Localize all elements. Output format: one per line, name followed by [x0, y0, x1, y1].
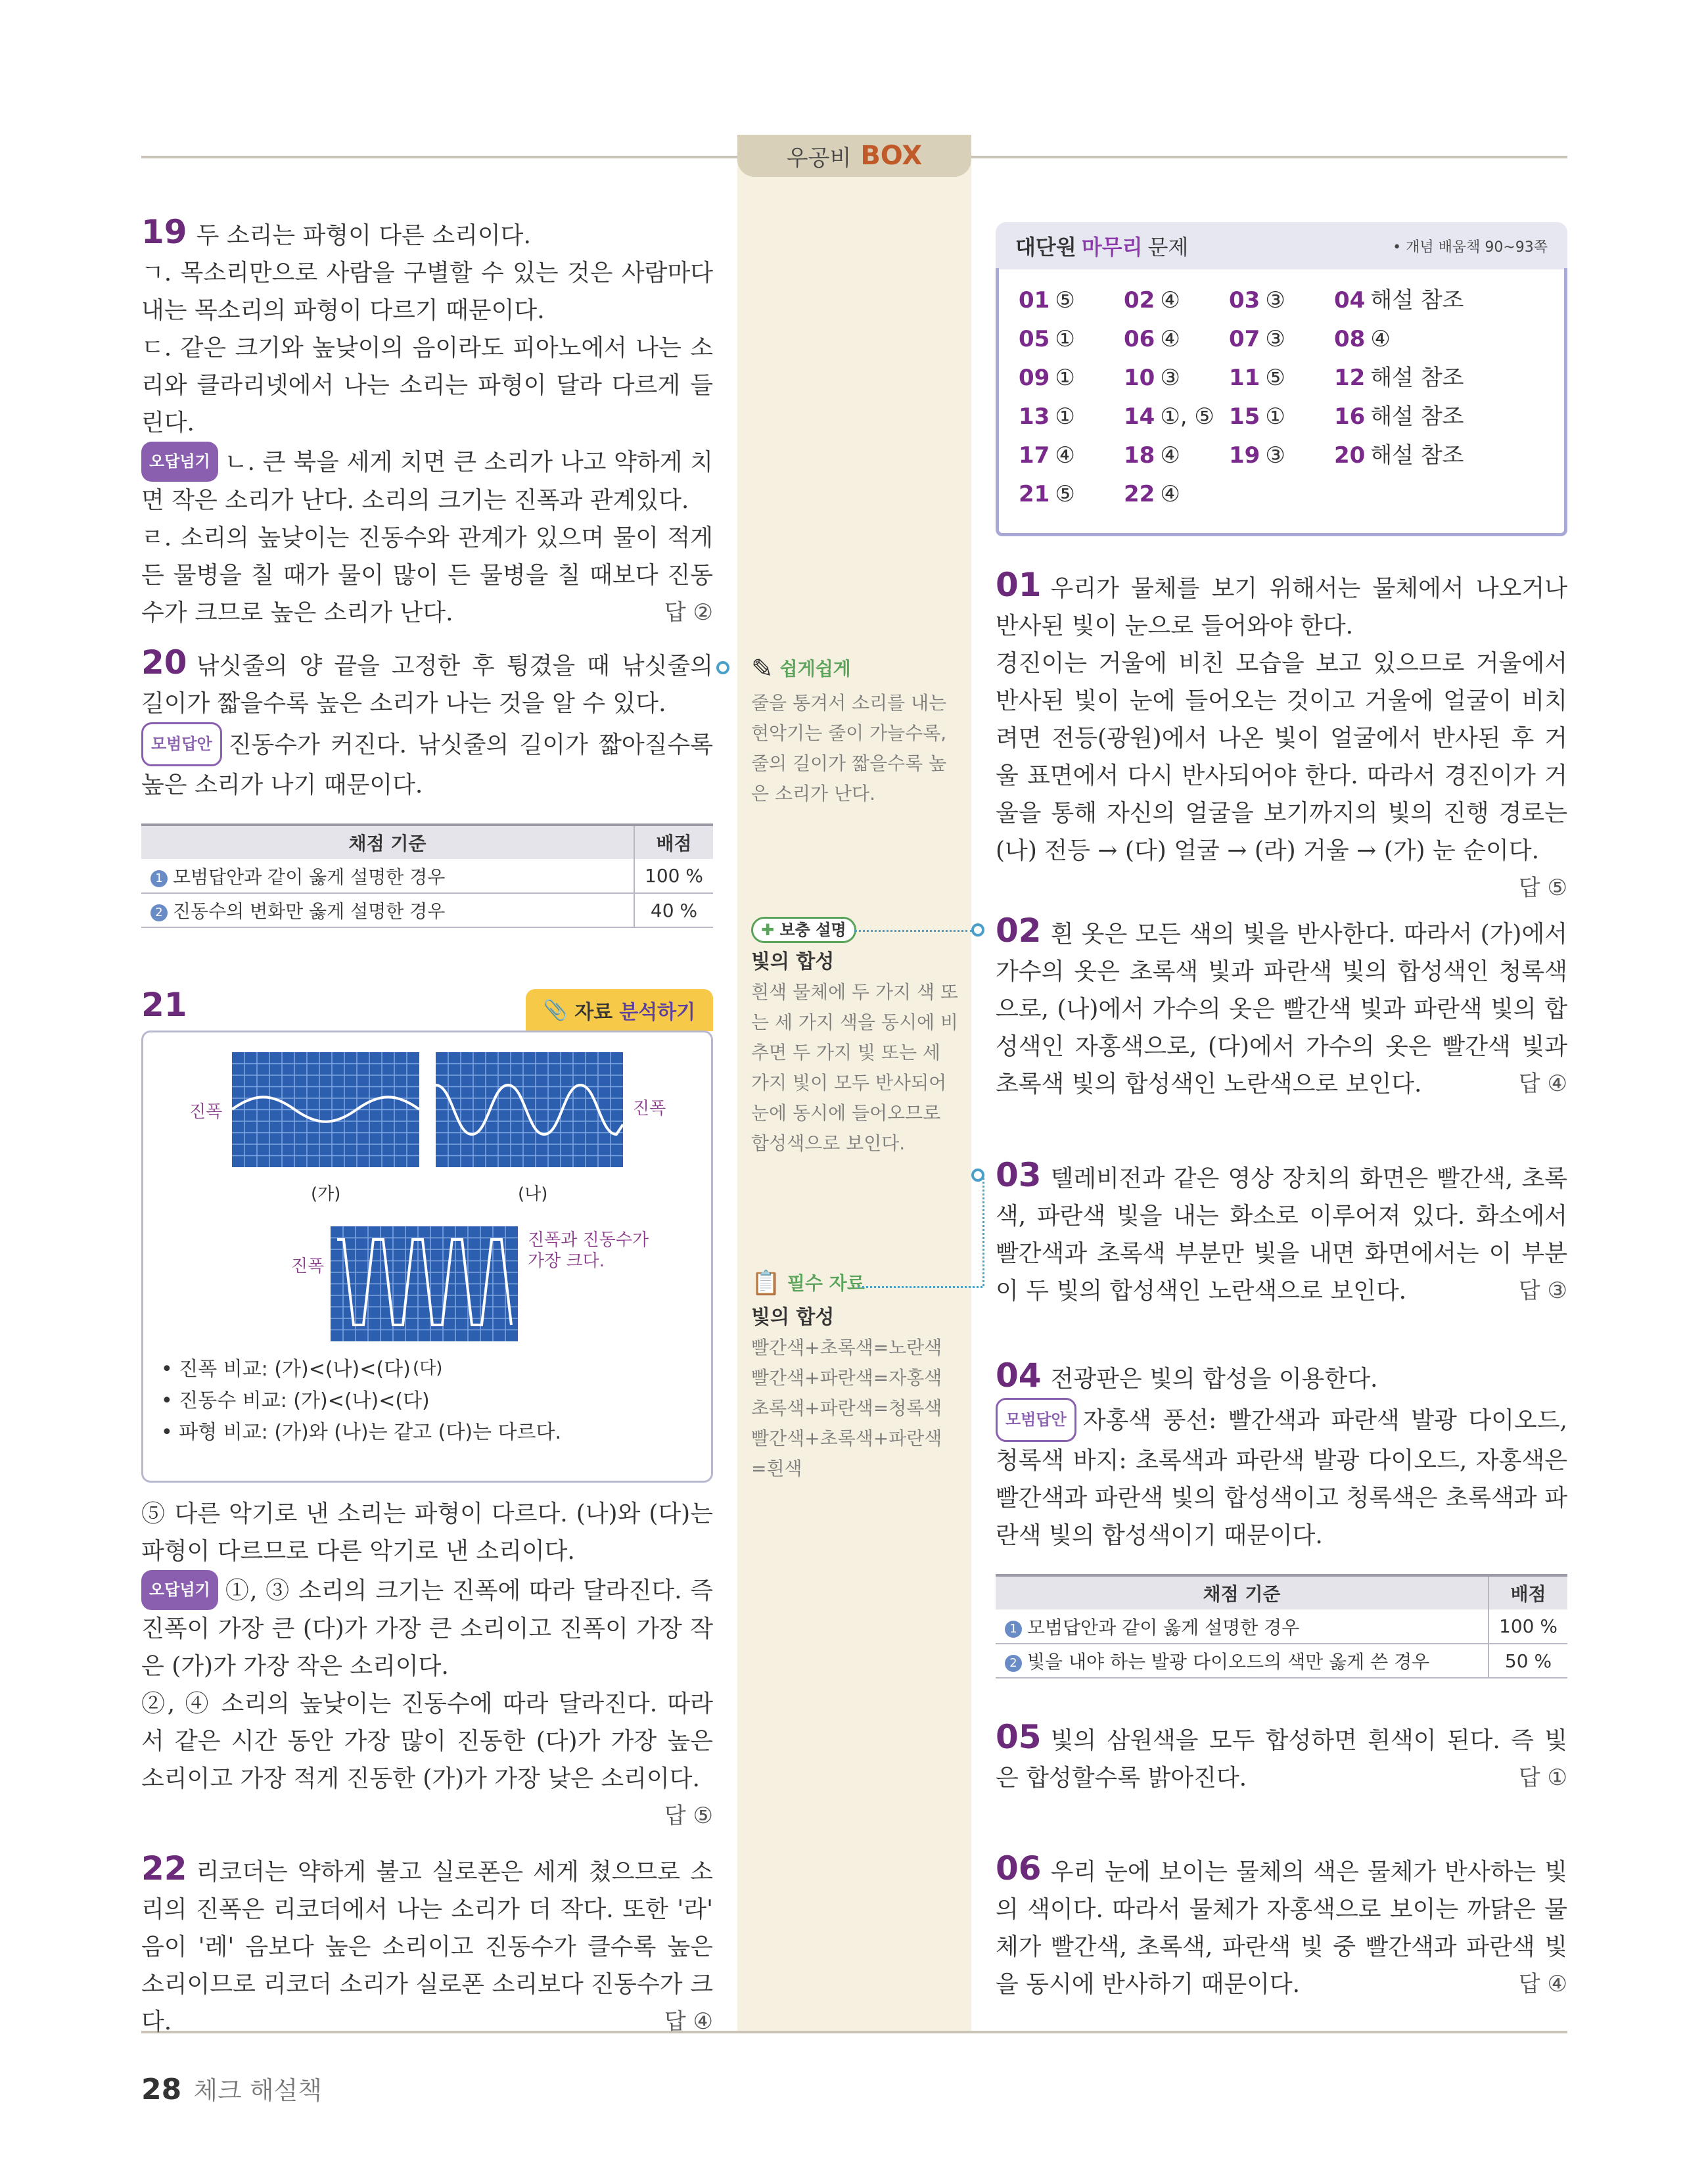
oscilloscope-a [232, 1052, 419, 1167]
must-note-line: 빨간색+파란색=자홍색 [751, 1367, 942, 1389]
answer-item [1124, 398, 1229, 436]
must-note-line: 빨간색+초록색+파란색 [751, 1427, 942, 1449]
q19-para-2: ㄷ. 같은 크기와 높낮이의 음이라도 피아노에서 나는 소리와 클라리넷에서 나는 소리는 파형이 달라 다르게 들린다. [141, 335, 713, 436]
row-criteria: 진동수의 변화만 옳게 설명한 경우 [173, 900, 446, 922]
row-points: 100 % [1489, 1609, 1567, 1644]
question-number: 21 [141, 986, 187, 1024]
connector-dot [716, 661, 729, 674]
explanation-06 [996, 1850, 1567, 2003]
answer-item-value: ④ [1160, 287, 1180, 313]
r01-text-2: 경진이는 거울에 비친 모습을 보고 있으므로 거울에서 반사된 빛이 눈에 들어오는 것이고 거울에 얼굴이 비치려면 전등(광원)에서 나온 빛이 얼굴에서 반사된 후 거울 표면에서 다시 반사되어야 한다. 따라서 경진이가 거울을 통해 자신의 얼굴을 보기까지의 빛의 진행 경로는 (나) 전등 → (다) 얼굴 → (라) 거울 → (가) 눈 순이다. [996, 650, 1567, 864]
answer-item-number: 22 [1124, 481, 1155, 507]
answer-item-number: 15 [1229, 404, 1260, 430]
answer-item-value: 해설 참조 [1370, 442, 1464, 469]
model-answer-badge: 모범답안 [996, 1398, 1076, 1442]
answer-item-value: ④ [1160, 442, 1180, 469]
q21-para-3: ②, ④ 소리의 높낮이는 진동수에 따라 달라진다. 따라서 같은 시간 동안 가장 많이 진동한 (다)가 가장 높은 소리이고 가장 적게 진동한 (가)가 가장 낮은 소리이다. [141, 1690, 713, 1792]
answer-item-number: 04 [1334, 287, 1366, 313]
answer-item-number: 09 [1019, 365, 1050, 391]
q19-para-1: ㄱ. 목소리만으로 사람을 구별할 수 있는 것은 사람마다 내는 목소리의 파형이 다르기 때문이다. [141, 260, 713, 324]
answer-box-title-1: 대단원 [1015, 235, 1076, 260]
answer-item [1019, 436, 1124, 475]
table-header-points: 배점 [634, 825, 713, 859]
must-note-title: 필수 자료 [787, 1272, 865, 1294]
answer-item-number: 16 [1334, 404, 1366, 430]
row-criteria: 모범답안과 같이 옳게 설명한 경우 [1027, 1616, 1300, 1638]
question-number: 22 [141, 1849, 187, 1887]
answer-item-value: ⑤ [1055, 287, 1075, 313]
label-c: (다) [413, 1358, 443, 1378]
answer-item [1334, 281, 1505, 320]
answer-item-value: ④ [1055, 442, 1075, 469]
answer-item-value: ① [1055, 365, 1075, 391]
question-19 [141, 214, 713, 632]
r04-model-answer: 자홍색 풍선: 빨간색과 파란색 발광 다이오드, 청록색 바지: 초록색과 파란색 발광 다이오드, 자홍색은 빨간색과 파란색 빛의 합성색이고 청록색은 초록색과 파란색 빛의 합성색이기 때문이다. [996, 1407, 1567, 1549]
answer-mark: 답 ⑤ [1518, 875, 1567, 901]
extra-note-title: 빛의 합성 [751, 950, 835, 973]
r04-text: 전광판은 빛의 합성을 이용한다. [1050, 1366, 1378, 1393]
row-criteria: 빛을 내야 하는 발광 다이오드의 색만 옳게 쓴 경우 [1027, 1651, 1430, 1673]
answer-item [1229, 320, 1334, 359]
page-footer [141, 2070, 322, 2106]
answer-item-value: ⑤ [1055, 481, 1075, 507]
easy-note-text: 줄을 통겨서 소리를 내는 현악기는 줄이 가늘수록, 줄의 길이가 짧을수록 높은 소리가 난다. [751, 692, 947, 804]
answer-item [1229, 398, 1334, 436]
table-header-criteria: 채점 기준 [996, 1575, 1489, 1609]
question-21-explanation [141, 1495, 713, 1835]
easy-note [751, 654, 961, 809]
row-criteria: 모범답안과 같이 옳게 설명한 경우 [173, 866, 446, 888]
table-row [141, 893, 713, 927]
question-number: 20 [141, 643, 187, 682]
row-number: 2 [150, 904, 168, 921]
answer-item-number: 18 [1124, 442, 1155, 469]
answer-item-number: 07 [1229, 326, 1260, 352]
answer-item-value: 해설 참조 [1370, 365, 1464, 391]
connector-dot [971, 1169, 984, 1182]
answer-item-value: 해설 참조 [1370, 404, 1464, 430]
wrong-answer-badge: 오답넘기 [141, 1570, 218, 1610]
q19-para-3: ㄴ. 큰 북을 세게 치면 큰 소리가 나고 약하게 치면 작은 소리가 난다. 소리의 크기는 진폭과 관계있다. [141, 449, 713, 514]
answer-item-value: ⑤ [1265, 365, 1285, 391]
answer-item-number: 01 [1019, 287, 1050, 313]
table-header-points: 배점 [1489, 1575, 1567, 1609]
question-number: 01 [996, 566, 1042, 604]
wrong-answer-badge: 오답넘기 [141, 442, 218, 482]
oscilloscope-b [436, 1052, 623, 1167]
must-note-line: =흰색 [751, 1458, 802, 1479]
answer-item [1019, 281, 1124, 320]
answer-item-number: 17 [1019, 442, 1050, 469]
question-22 [141, 1850, 713, 2041]
must-note-subtitle: 빛의 합성 [751, 1306, 835, 1329]
waveform-comparison: • 파형 비교: (가)와 (나)는 같고 (다)는 다르다. [161, 1421, 562, 1444]
answer-item-value: ① [1265, 404, 1285, 430]
amplitude-label-c: 진폭 [291, 1257, 325, 1276]
row-points: 50 % [1489, 1644, 1567, 1678]
answer-item-value: ④ [1160, 481, 1180, 507]
extra-note-pill: ✚ 보충 설명 [751, 917, 856, 943]
r01-text: 우리가 물체를 보기 위해서는 물체에서 나오거나 반사된 빛이 눈으로 들어와야 한다. [996, 575, 1567, 639]
answer-mark: 답 ① [1518, 1765, 1567, 1791]
connector-dot [971, 923, 984, 937]
explanation-05 [996, 1719, 1567, 1797]
explanation-04 [996, 1357, 1567, 1678]
answer-item-number: 10 [1124, 365, 1155, 391]
answer-box-title-2: 마무리 [1081, 235, 1143, 260]
answer-item-number: 19 [1229, 442, 1260, 469]
q20-intro: 낚싯줄의 양 끝을 고정한 후 튕겼을 때 낚싯줄의 길이가 짧을수록 높은 소리가 나는 것을 알 수 있다. [141, 653, 713, 717]
amplitude-comparison: • 진폭 비교: (가)<(나)<(다) [161, 1358, 411, 1381]
answer-item-value: ①, ⑤ [1160, 404, 1214, 430]
box-label-main: 우공비 [786, 145, 852, 172]
r03-text: 텔레비전과 같은 영상 장치의 화면은 빨간색, 초록색, 파란색 빛을 내는 화소로 이루어져 있다. 화소에서 빨간색과 초록색 부분만 빛을 내면 화면에서는 이 부분이 두 빛의 합성색인 노란색으로 보인다. [996, 1165, 1567, 1305]
question-20 [141, 644, 713, 928]
answer-mark: 답 ④ [664, 2008, 713, 2035]
answer-item-number: 06 [1124, 326, 1155, 352]
data-analysis-tag [526, 989, 713, 1031]
connector-line [858, 1286, 982, 1288]
answer-item-number: 02 [1124, 287, 1155, 313]
answer-item-number: 08 [1334, 326, 1366, 352]
q21-para-1: ⑤ 다른 악기로 낸 소리는 파형이 다르다. (나)와 (다)는 파형이 다르므로 다른 악기로 낸 소리이다. [141, 1500, 713, 1565]
r06-text: 우리 눈에 보이는 물체의 색은 물체가 반사하는 빛의 색이다. 따라서 물체가 자홍색으로 보이는 까닭은 물체가 빨간색, 초록색, 파란색 빛 중 빨간색과 파란색 빛을 동시에 반사하기 때문이다. [996, 1859, 1567, 1998]
answer-item-number: 11 [1229, 365, 1260, 391]
tag-label-a: 자료 [574, 1001, 613, 1024]
q19-intro: 두 소리는 파형이 다른 소리이다. [196, 222, 531, 249]
scoring-table [141, 823, 713, 928]
answer-box-title-3: 문제 [1147, 235, 1189, 260]
row-points: 100 % [634, 859, 713, 893]
explanation-01 [996, 567, 1567, 907]
answer-item [1334, 398, 1505, 436]
note-c: 진폭과 진동수가 가장 크다. [528, 1230, 649, 1271]
table-row [996, 1609, 1567, 1644]
easy-note-title: 쉽게쉽게 [779, 658, 851, 680]
connector-line [982, 1174, 984, 1286]
answer-item [1334, 320, 1505, 359]
extra-note-text: 흰색 물체에 두 가지 색 또는 세 가지 색을 동시에 비추면 두 가지 빛 또는 세 가지 빛이 모두 반사되어 눈에 동시에 들어오므로 합성색으로 보인다. [751, 981, 958, 1154]
connector-line [854, 930, 973, 932]
row-points: 40 % [634, 893, 713, 927]
answer-item-number: 20 [1334, 442, 1366, 469]
question-number: 06 [996, 1849, 1042, 1887]
explanation-02 [996, 912, 1567, 1103]
answer-box-header [996, 222, 1567, 269]
q22-text: 리코더는 약하게 불고 실로폰은 세게 쳤으므로 소리의 진폭은 리코더에서 나는 소리가 더 작다. 또한 '라' 음이 '레' 음보다 높은 소리이고 진동수가 클수록 높은 소리이므로 리코더 소리가 실로폰 소리보다 진동수가 크다. [141, 1859, 713, 2035]
page-number: 28 [141, 2073, 182, 2106]
book-title: 체크 해설책 [193, 2076, 322, 2105]
explanation-03 [996, 1157, 1567, 1310]
question-number: 05 [996, 1718, 1042, 1756]
answer-item [1019, 475, 1124, 514]
answer-item-number: 12 [1334, 365, 1366, 391]
answer-item-number: 21 [1019, 481, 1050, 507]
answer-item-value: ③ [1265, 442, 1285, 469]
answer-item-value: ① [1055, 326, 1075, 352]
oscilloscope-c [331, 1226, 518, 1341]
answer-item [1124, 281, 1229, 320]
answer-item [1124, 320, 1229, 359]
answer-item [1229, 436, 1334, 475]
comparison-list [161, 1354, 561, 1448]
paperclip-icon: 📎 [543, 998, 568, 1022]
answer-mark: 답 ② [664, 599, 713, 626]
answer-item [1334, 436, 1505, 475]
model-answer-badge: 모범답안 [141, 722, 222, 766]
answer-item [1229, 359, 1334, 398]
answer-item-number: 14 [1124, 404, 1155, 430]
extra-note-pill-label: 보충 설명 [779, 921, 846, 939]
tag-label-b: 분석하기 [619, 1001, 696, 1024]
table-row [141, 859, 713, 893]
answer-item-number: 05 [1019, 326, 1050, 352]
q21-para-2: ①, ③ 소리의 크기는 진폭에 따라 달라진다. 즉 진폭이 가장 큰 (다)가 가장 큰 소리이고 진폭이 가장 작은 (가)가 가장 작은 소리이다. [141, 1577, 713, 1680]
box-label-box: BOX [860, 141, 923, 171]
r02-text: 흰 옷은 모든 색의 빛을 반사한다. 따라서 (가)에서 가수의 옷은 초록색 빛과 파란색 빛의 합성색인 청록색으로, (나)에서 가수의 옷은 빨간색 빛과 파란색 빛의 합성색인 자홍색으로, (다)에서 가수의 옷은 빨간색 빛과 초록색 빛의 합성색인 노란색으로 보인다. [996, 921, 1567, 1098]
box-tab [737, 135, 971, 177]
r05-text: 빛의 삼원색을 모두 합성하면 흰색이 된다. 즉 빛은 합성할수록 밝아진다. [996, 1727, 1567, 1792]
question-number: 19 [141, 213, 187, 251]
clipboard-icon: 📋 [751, 1270, 781, 1297]
row-number: 1 [1005, 1621, 1022, 1638]
q19-para-4: ㄹ. 소리의 높낮이는 진동수와 관계가 있으며 물이 적게 든 물병을 칠 때가 물이 많이 든 물병을 칠 때보다 진동수가 크므로 높은 소리가 난다. [141, 524, 713, 626]
table-header-criteria: 채점 기준 [141, 825, 634, 859]
question-number: 02 [996, 912, 1042, 950]
must-note-line: 빨간색+초록색=노란색 [751, 1337, 942, 1358]
answer-mark: 답 ③ [1518, 1278, 1567, 1304]
answer-item [1229, 281, 1334, 320]
answer-item [1124, 436, 1229, 475]
row-number: 1 [150, 870, 168, 887]
pencil-icon: ✎ [751, 654, 773, 684]
answer-item-number: 13 [1019, 404, 1050, 430]
answer-box [996, 268, 1567, 536]
answer-mark: 답 ④ [1518, 1971, 1567, 1997]
answer-item [1334, 359, 1505, 398]
answer-item-value: ① [1055, 404, 1075, 430]
answer-item [1124, 359, 1229, 398]
scoring-table [996, 1574, 1567, 1678]
answer-mark: 답 ④ [1518, 1071, 1567, 1097]
answer-item [1019, 359, 1124, 398]
amplitude-label-b: 진폭 [633, 1099, 666, 1119]
q20-model-answer: 진동수가 커진다. 낚싯줄의 길이가 짧아질수록 높은 소리가 나기 때문이다. [141, 731, 713, 799]
amplitude-label-a: 진폭 [189, 1102, 223, 1122]
label-a: (가) [311, 1184, 341, 1204]
question-number: 03 [996, 1156, 1042, 1194]
table-row [996, 1644, 1567, 1678]
answer-item-value: ③ [1265, 326, 1285, 352]
answer-item [1019, 320, 1124, 359]
answer-item-value: ③ [1160, 365, 1180, 391]
answer-mark: 답 ⑤ [664, 1803, 713, 1829]
extra-note [751, 917, 961, 1159]
answer-item-value: 해설 참조 [1370, 287, 1464, 313]
row-number: 2 [1005, 1655, 1022, 1672]
answer-item [1124, 475, 1229, 514]
question-number: 04 [996, 1356, 1042, 1395]
label-b: (나) [518, 1184, 548, 1204]
must-note [751, 1268, 961, 1484]
answer-grid [1019, 281, 1544, 514]
answer-item-number: 03 [1229, 287, 1260, 313]
answer-item-value: ④ [1160, 326, 1180, 352]
answer-item-value: ③ [1265, 287, 1285, 313]
must-note-line: 초록색+파란색=청록색 [751, 1397, 942, 1419]
answer-item [1019, 398, 1124, 436]
frequency-comparison: • 진동수 비교: (가)<(나)<(다) [161, 1389, 430, 1412]
answer-box-reference: • 개념 배움책 90~93쪽 [1393, 239, 1548, 256]
answer-item-value: ④ [1370, 326, 1391, 352]
